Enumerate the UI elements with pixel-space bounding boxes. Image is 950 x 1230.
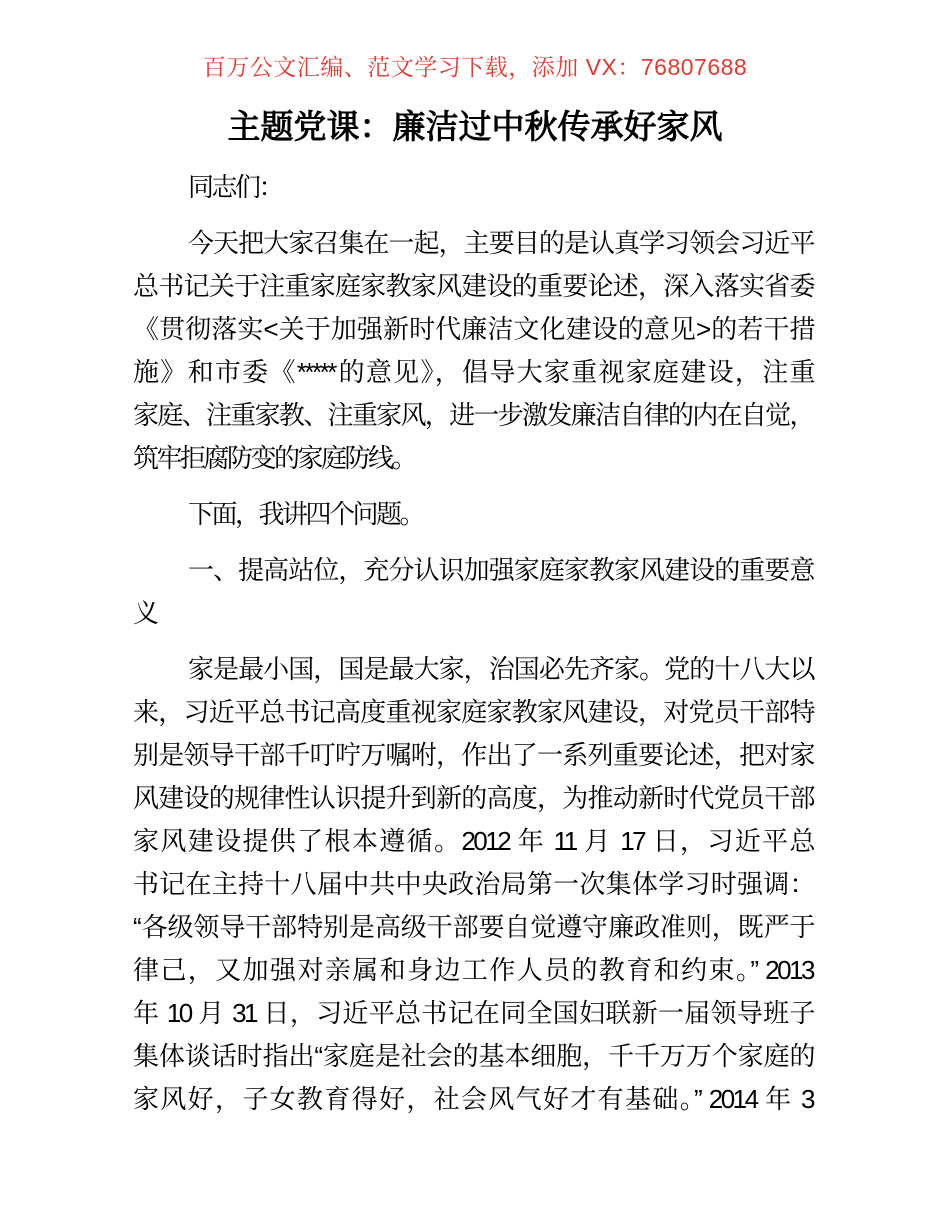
watermark-banner: 百万公文汇编、范文学习下载，添加 VX：76807688 bbox=[202, 54, 748, 80]
text-line: 家风建设提供了根本遵循。2012 年 11 月 17 日，习近平总 bbox=[133, 826, 813, 856]
text-line: 今天把大家召集在一起，主要目的是认真学习领会习近平 bbox=[188, 228, 813, 258]
text-line: 来，习近平总书记高度重视家庭家教家风建设，对党员干部特 bbox=[133, 697, 813, 727]
text-line: 下面，我讲四个问题。 bbox=[188, 499, 424, 529]
text-line: 书记在主持十八届中共中央政治局第一次集体学习时强调： bbox=[133, 869, 813, 899]
document-title: 主题党课：廉洁过中秋传承好家风 bbox=[227, 108, 723, 145]
text-line: 《贯彻落实<关于加强新时代廉洁文化建设的意见>的若干措 bbox=[133, 314, 813, 344]
text-line: 风建设的规律性认识提升到新的高度，为推动新时代党员干部 bbox=[133, 783, 813, 813]
paragraph bbox=[133, 166, 813, 209]
text-line: 年 10 月 31 日，习近平总书记在同全国妇联新一届领导班子 bbox=[133, 998, 813, 1028]
text-line: 家是最小国，国是最大家，治国必先齐家。党的十八大以 bbox=[188, 654, 813, 684]
text-line: 家风好，子女教育得好，社会风气好才有基础。” 2014 年 3 bbox=[133, 1084, 813, 1114]
document-body bbox=[133, 166, 813, 1121]
text-line: 别是领导干部千叮咛万嘱咐，作出了一系列重要论述，把对家 bbox=[133, 740, 813, 770]
text-line: 律己，又加强对亲属和身边工作人员的教育和约束。” 2013 bbox=[133, 955, 813, 985]
text-line: 总书记关于注重家庭家教家风建设的重要论述，深入落实省委 bbox=[133, 271, 813, 301]
text-line: 家庭、注重家教、注重家风，进一步激发廉洁自律的内在自觉， bbox=[133, 400, 813, 430]
section-heading bbox=[133, 549, 813, 635]
text-line: 一、提高站位，充分认识加强家庭家教家风建设的重要意 bbox=[188, 555, 813, 585]
text-line: 集体谈话时指出“家庭是社会的基本细胞，千千万万个家庭的 bbox=[133, 1041, 813, 1071]
text-line: 筑牢拒腐防变的家庭防线。 bbox=[133, 443, 416, 473]
text-line: 施》和市委《*****的意见》，倡导大家重视家庭建设，注重 bbox=[133, 357, 813, 387]
text-line: 同志们： bbox=[188, 172, 283, 202]
text-line: 义 bbox=[133, 598, 157, 628]
paragraph bbox=[133, 222, 813, 480]
text-line: “各级领导干部特别是高级干部要自觉遵守廉政准则，既严于 bbox=[133, 912, 813, 942]
paragraph bbox=[133, 648, 813, 1121]
paragraph bbox=[133, 493, 813, 536]
